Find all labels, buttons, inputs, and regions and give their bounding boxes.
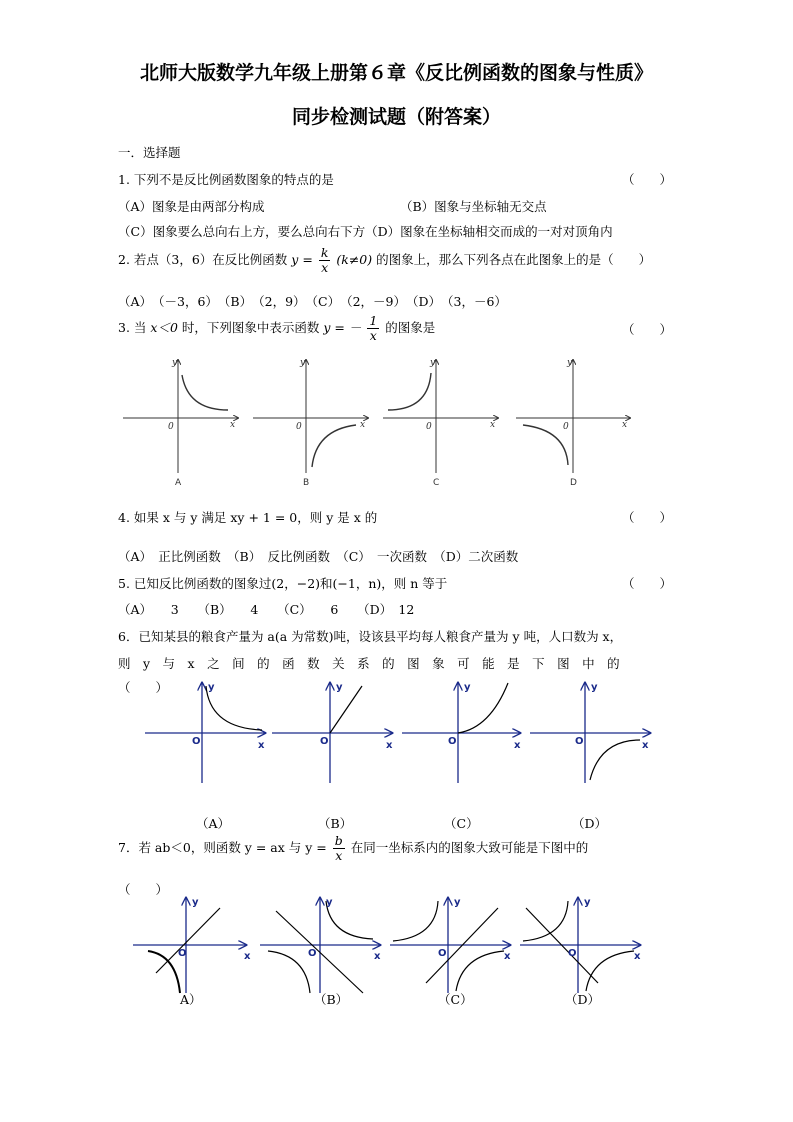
q7-axis-x-a: x <box>244 951 251 962</box>
q3-axis-x-c: x <box>490 420 496 430</box>
q7-curve-c <box>393 901 438 941</box>
q3-stem-post: 的图象是 <box>385 320 436 335</box>
q6-origin-c: O <box>448 736 457 747</box>
q6-axis-x-b: x <box>386 740 393 751</box>
title-line-1: 北师大版数学九年级上册第６章《反比例函数的图象与性质》 <box>139 62 653 84</box>
q3-answer-paren: （ ） <box>622 322 673 337</box>
q7-origin-c: O <box>438 948 447 959</box>
q7-graph-a <box>133 898 246 993</box>
q3-stem-mid: 时，下列图象中表示函数 <box>181 320 320 335</box>
q3-numerator: 1 <box>369 313 378 328</box>
q6-axis-y-d: y <box>591 682 598 693</box>
q2-fraction <box>319 246 331 275</box>
q3-origin-d: 0 <box>563 422 569 432</box>
q2-stem <box>118 245 651 275</box>
q3-stem <box>118 313 435 343</box>
q1-option-cd: （C）图象要么总向右上方，要么总向右下方（D）图象在坐标轴相交而成的一对对顶角内 <box>118 224 613 239</box>
q3-origin-b: 0 <box>296 422 302 432</box>
q4-stem: 4. 如果 x 与 y 满足 xy + 1 = 0，则 y 是 x 的 <box>118 510 378 525</box>
q7-origin-a: O <box>178 948 187 959</box>
q3-axis-x-a: x <box>230 420 236 430</box>
q3-graphs <box>118 355 638 490</box>
q3-caption-d: D <box>570 478 577 488</box>
q1-option-b: （B）图象与坐标轴无交点 <box>400 199 547 214</box>
q7-line-a <box>156 908 220 973</box>
q3-condition: x＜0 <box>150 320 178 335</box>
q7-axis-y-a: y <box>192 897 199 908</box>
q1-stem: 1. 下列不是反比例函数图象的特点的是 <box>118 172 334 187</box>
q7-stem <box>118 833 588 863</box>
q7-curve-b2 <box>268 951 310 993</box>
q7-answer-paren: （ ） <box>118 882 169 897</box>
q3-graph-a <box>123 360 238 473</box>
q3-function: y = － <box>323 320 362 335</box>
q6-caption-a: （A） <box>196 816 231 831</box>
q6-origin-d: O <box>575 736 584 747</box>
q2-stem-post: 的图象上，那么下列各点在此图象上的是（ ） <box>376 252 652 267</box>
q2-condition: (k≠0) <box>336 252 373 267</box>
q7-fraction <box>333 834 345 863</box>
q2-y: y <box>291 252 299 267</box>
q1-option-a: （A）图象是由两部分构成 <box>118 199 265 214</box>
q7-stem-pre: 7．若 ab＜0，则函数 y = ax 与 y = <box>118 840 327 855</box>
q6-axis-y-b: y <box>336 682 343 693</box>
q3-axis-y-b: y <box>300 358 306 368</box>
q6-graph-a <box>145 683 265 783</box>
q7-caption-a: A） <box>180 992 202 1007</box>
q7-graph-d <box>520 898 640 993</box>
q3-denominator: x <box>369 328 377 343</box>
q3-axis-y-a: y <box>172 358 178 368</box>
q6-caption-c: （C） <box>444 816 479 831</box>
q7-graphs <box>128 893 648 1003</box>
section-heading: 一．选择题 <box>118 145 181 160</box>
q7-origin-d: O <box>568 948 577 959</box>
q6-axis-x-c: x <box>514 740 521 751</box>
q3-graph-b <box>253 360 368 473</box>
q6-curve-d <box>590 740 640 780</box>
q5-answer-paren: （ ） <box>622 576 673 591</box>
q7-numerator: b <box>334 833 343 848</box>
q4-options: （A） 正比例函数 （B） 反比例函数 （C） 一次函数 （D）二次函数 <box>118 549 519 564</box>
q2-stem-pre: 2. 若点（3，6）在反比例函数 <box>118 252 288 267</box>
q7-caption-d: （D） <box>565 992 601 1007</box>
q6-answer-paren: （ ） <box>118 680 169 695</box>
q3-axis-y-d: y <box>567 358 573 368</box>
q2-options: （A） （－3，6） （B） （2，9） （C） （2，－9） （D） （3，－6） <box>118 294 507 309</box>
q7-axis-y-d: y <box>584 897 591 908</box>
q7-curve-d2 <box>586 951 634 991</box>
q7-curve-c2 <box>456 951 504 991</box>
q6-origin-a: O <box>192 736 201 747</box>
q3-axis-x-d: x <box>622 420 628 430</box>
q7-caption-b: （B） <box>314 992 349 1007</box>
q5-options: （A） 3 （B） 4 （C） 6 （D） 12 <box>118 602 415 617</box>
q2-denominator: x <box>321 260 329 275</box>
q7-curve-a <box>148 951 180 993</box>
q7-axis-y-c: y <box>454 897 461 908</box>
q7-axis-x-d: x <box>634 951 641 962</box>
q3-fraction <box>367 314 379 343</box>
q6-axis-x-d: x <box>642 740 649 751</box>
q7-axis-y-b: y <box>326 897 333 908</box>
q2-numerator: k <box>320 245 329 260</box>
q5-stem: 5. 已知反比例函数的图象过(2，−2)和(−1，n)，则 n 等于 <box>118 576 448 591</box>
q6-stem: 6．已知某县的粮食产量为 a(a 为常数)吨，设该县平均每人粮食产量为 y 吨，人口数为 x， <box>118 629 623 644</box>
q6-graphs <box>140 678 660 788</box>
q3-stem-pre: 3. 当 <box>118 320 147 335</box>
q6-graph-b <box>272 683 392 783</box>
title-line-2: 同步检测试题（附答案） <box>291 106 501 128</box>
q6-caption-d: （D） <box>572 816 608 831</box>
q3-graph-d <box>516 360 630 473</box>
q7-axis-x-b: x <box>374 951 381 962</box>
q7-axis-x-c: x <box>504 951 511 962</box>
q3-axis-y-c: y <box>430 358 436 368</box>
q7-stem-post: 在同一坐标系内的图象大致可能是下图中的 <box>350 840 589 855</box>
q6-caption-b: （B） <box>318 816 353 831</box>
q3-caption-a: A <box>175 478 182 488</box>
q3-caption-b: B <box>303 478 310 488</box>
q6-stem-line2: 则 y 与 x 之 间 的 函 数 关 系 的 图 象 可 能 是 下 图 中 的 <box>118 656 620 671</box>
q7-graph-c <box>390 898 510 993</box>
q4-answer-paren: （ ） <box>622 510 673 525</box>
q6-line-b <box>330 686 362 733</box>
q7-denominator: x <box>335 848 343 863</box>
q6-axis-y-a: y <box>208 682 215 693</box>
q3-graph-c <box>383 360 498 473</box>
q6-axis-y-c: y <box>464 682 471 693</box>
q6-axis-x-a: x <box>258 740 265 751</box>
q3-origin-a: 0 <box>168 422 174 432</box>
q3-axis-x-b: x <box>360 420 366 430</box>
q1-answer-paren: （ ） <box>622 172 673 187</box>
q6-origin-b: O <box>320 736 329 747</box>
q7-curve-b <box>326 901 373 939</box>
q7-origin-b: O <box>308 948 317 959</box>
q7-curve-d <box>523 901 568 941</box>
q3-origin-c: 0 <box>426 422 432 432</box>
q2-eq: = <box>302 252 313 267</box>
q6-graph-d <box>530 683 650 783</box>
q7-caption-c: （C） <box>438 992 473 1007</box>
q3-caption-c: C <box>433 478 440 488</box>
